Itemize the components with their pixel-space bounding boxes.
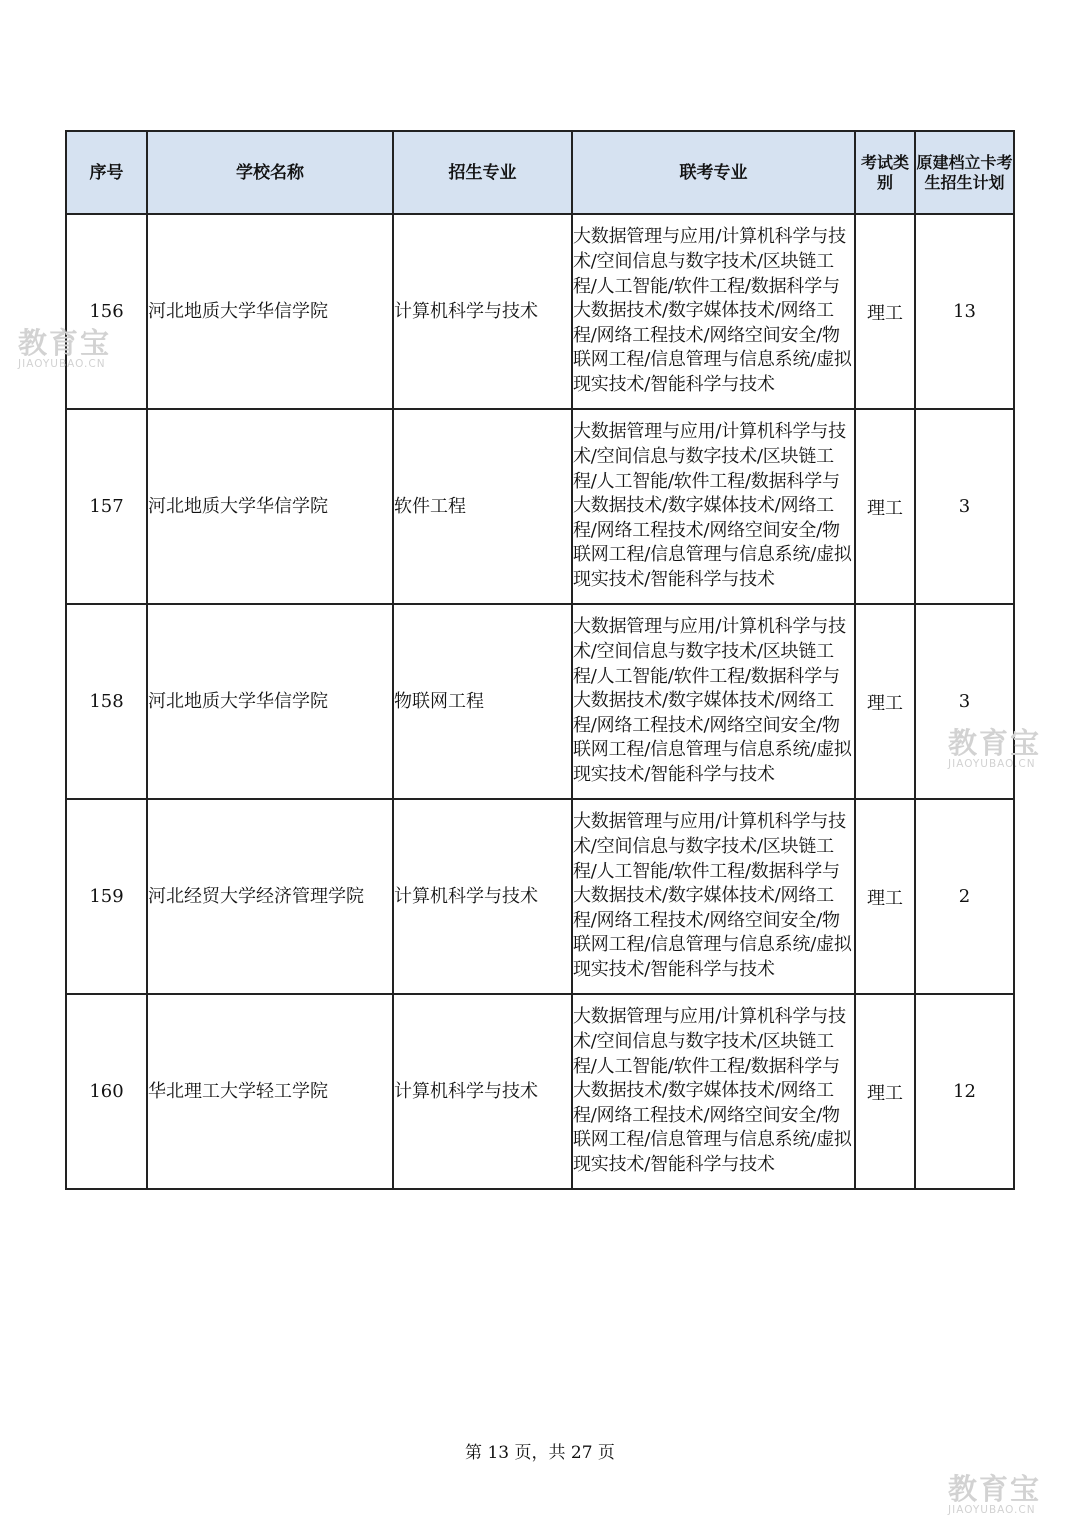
- header-school: 学校名称: [147, 131, 393, 214]
- row-num: 159: [66, 799, 147, 994]
- row-num: 160: [66, 994, 147, 1189]
- table-row: [66, 409, 1014, 604]
- row-major: 计算机科学与技术: [393, 994, 572, 1189]
- row-num: 156: [66, 214, 147, 409]
- watermark-brand: 教育宝: [948, 1472, 1042, 1506]
- watermark-logo: [948, 1474, 1041, 1516]
- header-major: 招生专业: [393, 131, 572, 214]
- row-joint-major: 大数据管理与应用/计算机科学与技术/空间信息与数字技术/区块链工程/人工智能/软件工程/数据科学与大数据技术/数字媒体技术/网络工程/网络工程技术/网络空间安全/物联网工程/信息管理与信息系统/虚拟现实技术/智能科学与技术: [572, 994, 855, 1189]
- table-row: [66, 604, 1014, 799]
- row-plan: 3: [915, 604, 1014, 799]
- row-num: 157: [66, 409, 147, 604]
- row-category: 理工: [855, 994, 915, 1189]
- table-row: [66, 799, 1014, 994]
- row-plan: 2: [915, 799, 1014, 994]
- watermark-domain: JIAOYUBAO.CN: [18, 358, 106, 370]
- row-category: 理工: [855, 799, 915, 994]
- page-number-footer: 第 13 页，共 27 页: [465, 1443, 615, 1463]
- row-school: 华北理工大学轻工学院: [147, 994, 393, 1189]
- watermark-domain: JIAOYUBAO.CN: [948, 1504, 1036, 1516]
- row-joint-major: 大数据管理与应用/计算机科学与技术/空间信息与数字技术/区块链工程/人工智能/软件工程/数据科学与大数据技术/数字媒体技术/网络工程/网络工程技术/网络空间安全/物联网工程/信息管理与信息系统/虚拟现实技术/智能科学与技术: [572, 409, 855, 604]
- row-num: 158: [66, 604, 147, 799]
- table-header-row: [66, 131, 1014, 214]
- row-school: 河北地质大学华信学院: [147, 409, 393, 604]
- row-joint-major: 大数据管理与应用/计算机科学与技术/空间信息与数字技术/区块链工程/人工智能/软件工程/数据科学与大数据技术/数字媒体技术/网络工程/网络工程技术/网络空间安全/物联网工程/信息管理与信息系统/虚拟现实技术/智能科学与技术: [572, 604, 855, 799]
- enrollment-table: [65, 130, 1015, 1190]
- row-plan: 3: [915, 409, 1014, 604]
- row-major: 计算机科学与技术: [393, 799, 572, 994]
- row-plan: 13: [915, 214, 1014, 409]
- header-num: 序号: [66, 131, 147, 214]
- row-major: 计算机科学与技术: [393, 214, 572, 409]
- row-school: 河北经贸大学经济管理学院: [147, 799, 393, 994]
- watermark-logo: [948, 728, 1041, 770]
- row-category: 理工: [855, 604, 915, 799]
- watermark-domain: JIAOYUBAO.CN: [948, 758, 1036, 770]
- row-major: 软件工程: [393, 409, 572, 604]
- row-school: 河北地质大学华信学院: [147, 604, 393, 799]
- watermark-brand: 教育宝: [18, 326, 112, 360]
- row-school: 河北地质大学华信学院: [147, 214, 393, 409]
- row-major: 物联网工程: [393, 604, 572, 799]
- row-category: 理工: [855, 214, 915, 409]
- table-row: [66, 994, 1014, 1189]
- row-category: 理工: [855, 409, 915, 604]
- header-exam-category: 考试类别: [855, 131, 915, 214]
- table-row: [66, 214, 1014, 409]
- row-joint-major: 大数据管理与应用/计算机科学与技术/空间信息与数字技术/区块链工程/人工智能/软件工程/数据科学与大数据技术/数字媒体技术/网络工程/网络工程技术/网络空间安全/物联网工程/信息管理与信息系统/虚拟现实技术/智能科学与技术: [572, 214, 855, 409]
- header-joint-major: 联考专业: [572, 131, 855, 214]
- watermark-logo: [18, 328, 111, 370]
- row-joint-major: 大数据管理与应用/计算机科学与技术/空间信息与数字技术/区块链工程/人工智能/软件工程/数据科学与大数据技术/数字媒体技术/网络工程/网络工程技术/网络空间安全/物联网工程/信息管理与信息系统/虚拟现实技术/智能科学与技术: [572, 799, 855, 994]
- header-plan: 原建档立卡考生招生计划: [915, 131, 1014, 214]
- row-plan: 12: [915, 994, 1014, 1189]
- watermark-brand: 教育宝: [948, 726, 1042, 760]
